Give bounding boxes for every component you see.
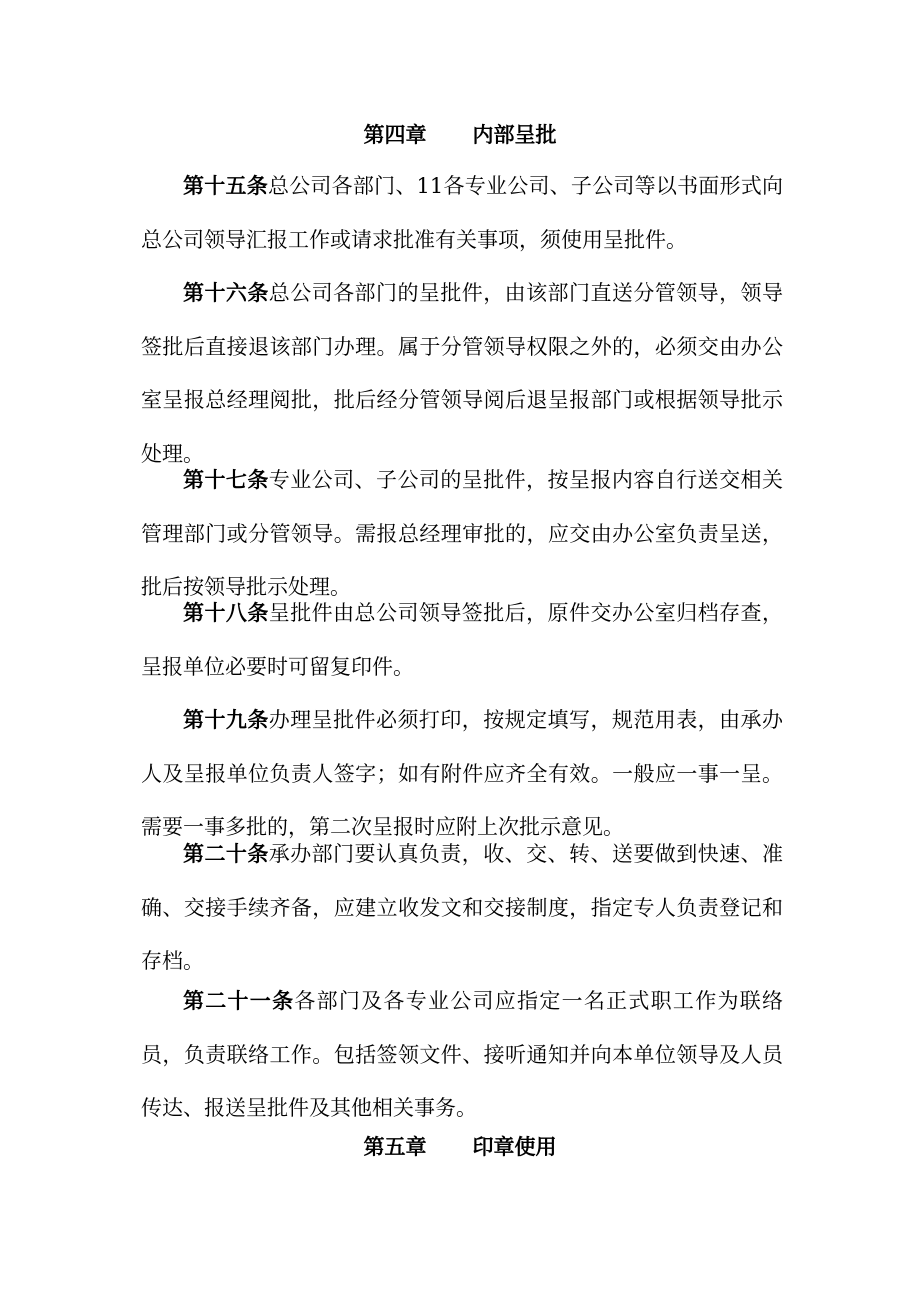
- article-20: [141, 828, 783, 989]
- article-label: 第二十条: [183, 842, 269, 866]
- article-label: 第十六条: [183, 281, 269, 305]
- chapter-heading-5: [0, 1132, 920, 1162]
- chapter-number: 第五章: [363, 1135, 427, 1159]
- article-label: 第二十一条: [183, 989, 295, 1013]
- article-text: 总公司各部门的呈批件，由该部门直送分管领导，领导签批后直接退该部门办理。属于分管领导权限之外的，必须交由办公室呈报总经理阅批，批后经分管领导阅后退呈报部门或根据领导批示处理。: [141, 281, 784, 466]
- article-16: [141, 267, 783, 481]
- article-label: 第十七条: [183, 468, 269, 492]
- article-18: [141, 587, 783, 694]
- article-text: 呈批件由总公司领导签批后，原件交办公室归档存查，呈报单位必要时可留复印件。: [141, 601, 784, 679]
- article-text: 专业公司、子公司的呈批件，按呈报内容自行送交相关管理部门或分管领导。需报总经理审批的，应交由办公室负责呈送，批后按领导批示处理。: [141, 468, 784, 599]
- article-text: 办理呈批件必须打印，按规定填写，规范用表，由承办人及呈报单位负责人签字；如有附件应齐全有效。一般应一事一呈。需要一事多批的，第二次呈报时应附上次批示意见。: [141, 708, 784, 839]
- chapter-title: 印章使用: [472, 1135, 557, 1159]
- chapter-number: 第四章: [363, 123, 427, 147]
- article-label: 第十八条: [183, 601, 269, 625]
- chapter-heading-4: [0, 120, 920, 150]
- article-text: 承办部门要认真负责，收、交、转、送要做到快速、准确、交接手续齐备，应建立收发文和交接制度，指定专人负责登记和存档。: [141, 842, 784, 973]
- article-21: [141, 975, 783, 1136]
- article-text: 总公司各部门、11各专业公司、子公司等以书面形式向总公司领导汇报工作或请求批准有关事项，须使用呈批件。: [141, 174, 783, 252]
- article-text: 各部门及各专业公司应指定一名正式职工作为联络员，负责联络工作。包括签领文件、接听通知并向本单位领导及人员传达、报送呈批件及其他相关事务。: [141, 989, 784, 1120]
- article-label: 第十五条: [183, 174, 268, 198]
- article-label: 第十九条: [183, 708, 269, 732]
- chapter-title: 内部呈批: [472, 123, 557, 147]
- article-15: [141, 160, 783, 267]
